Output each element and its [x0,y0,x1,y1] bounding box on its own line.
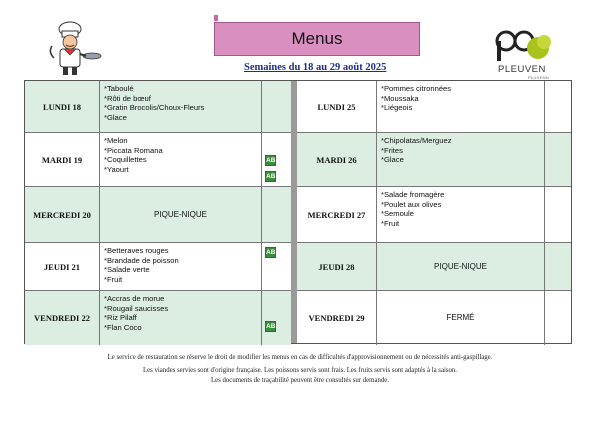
menu-cell: FERMÉ [377,291,545,345]
menu-item: *Moussaka [381,93,419,103]
bio-cell [262,291,291,345]
footer-note-1: Le service de restauration se réserve le droit de modifier les menus en cas de difficultés d'approvisionnement ou de nécessités anti-gaspillage. [107,354,493,361]
menu-cell: PIQUE-NIQUE [377,243,545,290]
menu-cell [377,187,545,242]
menu-item: *Taboulé [104,84,134,93]
day-label: VENDREDI 29 [297,291,377,345]
bio-cell [262,243,291,290]
logo-name: PLEUVEN [498,64,546,75]
menu-item: *Riz Pilaff [104,313,137,322]
menu-table [24,80,572,344]
day-label: JEUDI 21 [25,243,100,290]
organic-label-icon: AB [266,157,276,164]
menu-cell [377,81,545,132]
menu-cell [100,133,262,186]
menu-item: *Semoule [381,209,414,218]
page-title: Menus [214,22,420,56]
day-label: LUNDI 18 [25,81,100,132]
date-range-subtitle: Semaines du 18 au 29 août 2025 [244,62,387,73]
menu-item: *Liégeois [381,103,413,112]
day-label: MERCREDI 27 [297,187,377,242]
table-row [297,291,571,345]
menu-cell [100,81,262,132]
organic-label-icon: AB [266,249,276,256]
day-label: VENDREDI 22 [25,291,100,345]
menu-item: *Glace [104,112,127,122]
menu-item: *Frites [381,145,403,155]
menu-cell [100,243,262,290]
menu-item: *Fruit [381,218,400,228]
menu-item: *Gratin Brocolis/Choux-Fleurs [104,103,205,112]
organic-label-icon: AB [266,173,276,180]
table-row [25,243,291,291]
menu-item: *Rougail saucisses [104,303,169,313]
menu-item: *Pommes citronnées [381,84,452,93]
table-row [25,133,291,187]
day-label: JEUDI 28 [297,243,377,290]
table-row [297,81,571,133]
menu-item: *Brandade de poisson [104,255,179,265]
menu-item: *Betteraves rouges [104,246,169,255]
footer-note-2: Les viandes servies sont d'origine française. Les poissons servis sont frais. Les fruits servis sont adaptés à la saison. [142,367,457,374]
menu-item: *Glace [381,155,404,164]
table-row [25,291,291,345]
menu-item: *Chipolatas/Merguez [381,136,452,145]
organic-label-icon: AB [266,323,276,330]
bio-cell [262,133,291,186]
table-row [25,81,291,133]
chef-illustration-icon [44,20,102,76]
menu-cell [377,133,545,186]
menu-item: *Yaourt [104,164,129,174]
menu-item: *Piccata Romana [104,145,163,155]
menu-item: *Rôti de bœuf [104,93,151,103]
table-row [297,243,571,291]
table-row [297,187,571,243]
menu-cell [100,291,262,345]
day-label: LUNDI 25 [297,81,377,132]
day-label: MARDI 19 [25,133,100,186]
footer-note-3: Les documents de traçabilité peuvent être consultés sur demande. [211,377,389,384]
menu-item: *Salade verte [104,265,150,274]
menu-item: *Melon [104,136,128,145]
day-label: MERCREDI 20 [25,187,100,242]
menu-item: *Flan Coco [104,322,142,332]
menu-item: *Fruit [104,274,123,284]
logo-subname: PLUVENN [528,75,549,80]
title-accent [214,15,218,21]
menu-item: *Accras de morue [104,294,165,303]
day-label: MARDI 26 [297,133,377,186]
menu-item: *Salade fromagère [381,190,445,199]
menu-cell: PIQUE-NIQUE [100,187,262,242]
menu-item: *Coquillettes [104,155,147,164]
table-row [25,187,291,243]
table-row [297,133,571,187]
menu-item: *Poulet aux olives [381,199,442,209]
